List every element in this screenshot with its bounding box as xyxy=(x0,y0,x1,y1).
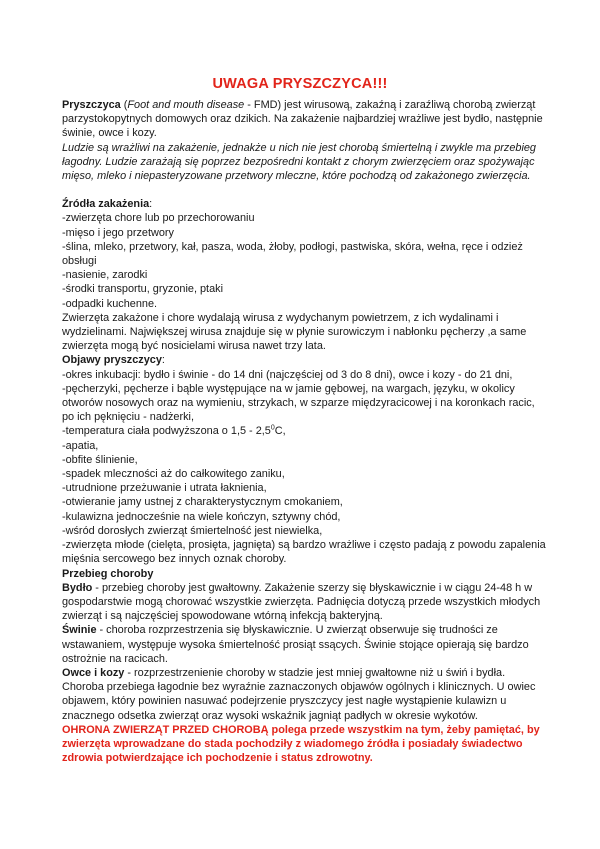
list-item: -ślina, mleko, przetwory, kał, pasza, woda, żłoby, podłogi, pastwiska, skóra, wełna, ręce i odzież obsługi xyxy=(62,240,523,268)
intro-foreign-term: Foot and mouth disease xyxy=(127,99,245,111)
intro-term: Pryszczyca xyxy=(62,99,121,111)
intro-paren: ( xyxy=(120,99,128,111)
list-item: -nasienie, zarodki xyxy=(62,269,148,282)
list-item: -zwierzęta chore lub po przechorowaniu xyxy=(62,212,255,225)
list-item: -kulawizna jednocześnie na wiele kończyn, sztywny chód, xyxy=(62,510,341,523)
course-cattle: Bydło - przebieg choroby jest gwałtowny. Zakażenie szerzy się błyskawicznie i w ciągu 24-48 h w gospodarstwie mogą chorować wszystkie zwierzęta. Padnięcia dotyczą przede wszystkich młodych zwierząt i są najczęściej spowodowane wtórną infekcją bakteryjną. xyxy=(62,581,541,623)
list-item: -wśród dorosłych zwierząt śmiertelność jest niewielka, xyxy=(62,524,323,537)
course-sheep: Owce i kozy - rozprzestrzenienie choroby w stadzie jest mniej gwałtowne niż u świń i bydła. Choroba przebiega łagodnie bez wyraźnie zaznaczonych objawów ogólnych i klinicznych. U owiec objawem, który powinien nasuwać podejrzenie pryszczycy jest nagłe wystąpienie kulawizn u znacznego odsetka zwierząt oraz wysoki wskaźnik jagniąt padłych w okresie wykotów. xyxy=(62,666,536,722)
sources-heading: Źródła zakażenia: xyxy=(62,198,153,211)
list-item: -apatia, xyxy=(62,439,99,452)
list-item: -odpadki kuchenne. xyxy=(62,297,158,310)
temperature-item: -temperatura ciała podwyższona o $1,5 - 2,5^0C$, xyxy=(62,424,286,438)
list-item: -obfite ślinienie, xyxy=(62,453,138,466)
list-item: -utrudnione przeżuwanie i utrata łaknienia, xyxy=(62,482,267,495)
list-item: -okres inkubacji: bydło i świnie - do 14 dni (najczęściej od 3 do 8 dni), owce i kozy - do 21 dni, xyxy=(62,368,513,381)
section-spacer xyxy=(62,183,547,197)
warning-paragraph: OHRONA ZWIERZĄT PRZED CHOROBĄ polega przede wszystkim na tym, żeby pamiętać, by zwierzęta wprowadzane do stada pochodziły z wiadomego źródła i posiadały świadectwo zdrowia potwierdzające ich pochodzenie i status zdrowotny. xyxy=(62,723,540,765)
list-item: -spadek mleczności aż do całkowitego zaniku, xyxy=(62,468,285,481)
list-item: -otwieranie jamy ustnej z charakterystycznym cmokaniem, xyxy=(62,496,343,509)
list-item: -pęcherzyki, pęcherze i bąble występujące na w jamie gębowej, na wargach, języku, w okolicy otworów nosowych oraz na wymieniu, strzykach, w szparze międzyracicowej i na koronkach racic, po ich pęknięciu - nadżerki, xyxy=(62,382,535,424)
sources-note: Zwierzęta zakażone i chore wydalają wirusa z wydychanym powietrzem, z ich wydalinami i wydzielinami. Największej wirusa znajduje się w płynie surowiczym i nabłonku pęcherzy ,a same zwierzęta mogą być nosicielami wirusa nawet trzy lata. xyxy=(62,311,527,353)
course-heading: Przebieg choroby xyxy=(62,567,154,580)
list-item: -zwierzęta młode (cielęta, prosięta, jagnięta) są bardzo wrażliwe i często padają z powodu zapalenia mięśnia sercowego bez innych oznak choroby. xyxy=(62,539,546,566)
intro-paragraph xyxy=(62,98,547,141)
page-title: UWAGA PRYSZCZYCA!!! xyxy=(212,76,388,92)
document-body xyxy=(62,98,547,765)
list-item: -mięso i jego przetwory xyxy=(62,226,174,239)
intro-italic-paragraph: Ludzie są wrażliwi na zakażenie, jednakże u nich nie jest chorobą śmiertelną i zwykle ma przebieg łagodny. Ludzie zarażają się poprzez bezpośredni kontakt z chorym zwierzęciem oraz spożywając mięso, mleko i niepasteryzowane przetwory mleczne, które pochodzą od zakażonego zwierzęcia. xyxy=(62,141,536,183)
list-item: -środki transportu, gryzonie, ptaki xyxy=(62,283,224,296)
intro-text: - FMD) jest wirusową, zakaźną i zaraźliwą chorobą zwierząt parzystokopytnych domowych oraz dzikich. Na zakażenie najbardziej wrażliwe jest bydło, następnie świnie, owce i kozy. xyxy=(62,99,543,140)
course-pigs: Świnie - choroba rozprzestrzenia się błyskawicznie. U zwierząt obserwuje się trudności ze wstawaniem, występuje wysoka śmiertelność prosiąt ssących. Świnie stojące opierają się bardzo ostrożnie na racicach. xyxy=(62,624,529,665)
symptoms-heading: Objawy pryszczycy: xyxy=(62,354,165,367)
